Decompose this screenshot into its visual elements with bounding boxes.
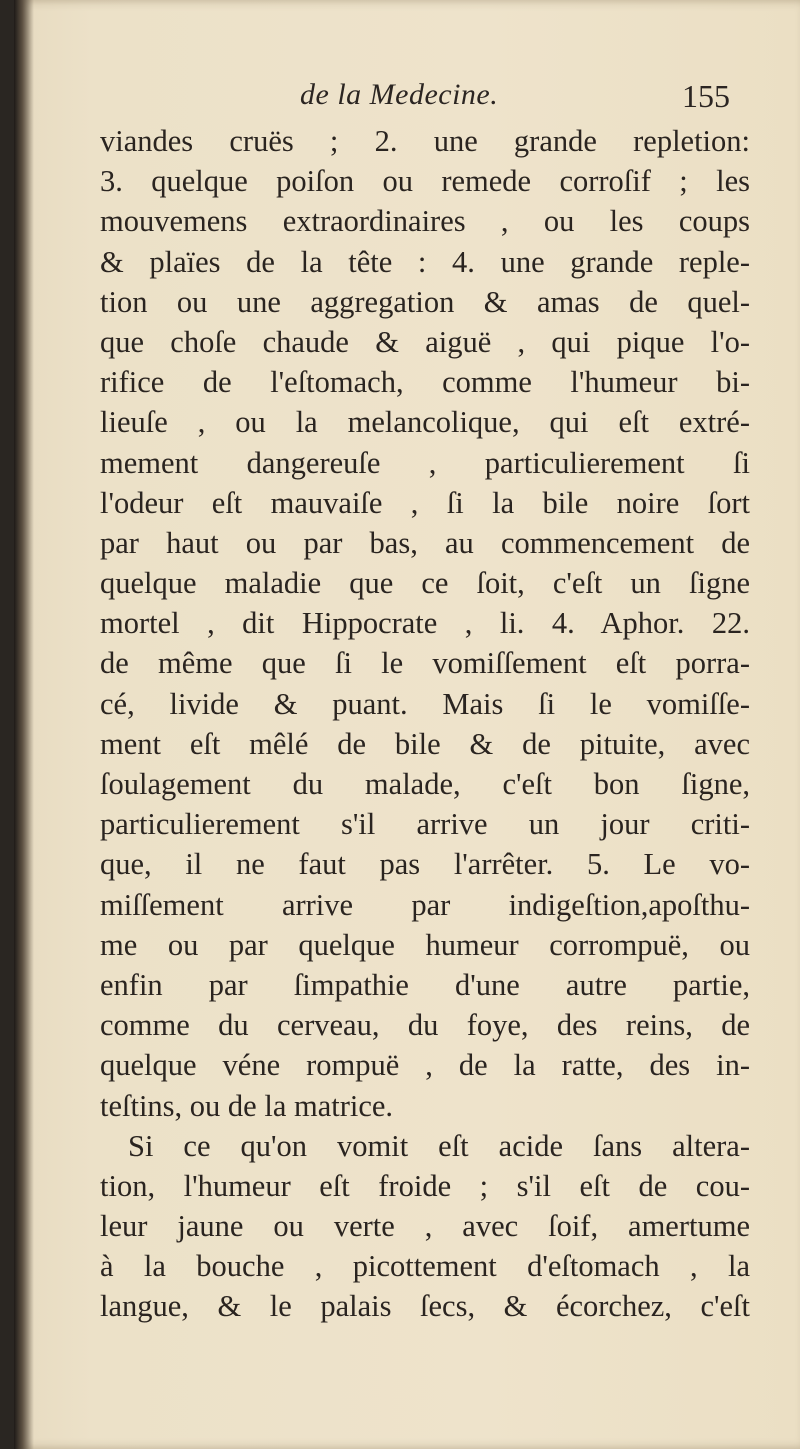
text-line: par haut ou par bas, au commencement de (100, 525, 750, 560)
text-line: ſoulagement du malade, c'eſt bon ſigne, (100, 767, 750, 801)
text-line: Si ce qu'on vomit eſt acide ſans altera- (128, 1128, 750, 1163)
book-page (14, 0, 800, 1449)
text-line: 3. quelque poiſon ou remede corroſif ; les (100, 164, 750, 199)
text-line: lieuſe , ou la melancolique, qui eſt extré- (100, 405, 750, 440)
text-line: me ou par quelque humeur corrompuë, ou (100, 927, 750, 962)
text-line: l'odeur eſt mauvaiſe , ſi la bile noire ſort (100, 485, 750, 520)
text-line: rifice de l'eſtomach, comme l'humeur bi- (100, 365, 750, 400)
text-line: particulierement s'il arrive un jour criti- (100, 807, 750, 842)
page-number: 155 (682, 78, 730, 114)
text-line: ment eſt mêlé de bile & de pituite, avec (100, 726, 750, 761)
text-line: comme du cerveau, du foye, des reins, de (100, 1008, 750, 1043)
text-line: quelque maladie que ce ſoit, c'eſt un ſigne (100, 566, 750, 601)
text-line: mement dangereuſe , particulierement ſi (100, 445, 750, 480)
text-line: tion, l'humeur eſt froide ; s'il eſt de cou- (100, 1168, 750, 1203)
text-line: quelque véne rompuë , de la ratte, des in- (100, 1048, 750, 1083)
text-line: tion ou une aggregation & amas de quel- (100, 284, 750, 319)
text-line: cé, livide & puant. Mais ſi le vomiſſe- (100, 686, 750, 721)
page-gutter (14, 0, 34, 1449)
text-line: miſſement arrive par indigeſtion,apoſthu- (100, 887, 750, 922)
text-line: que choſe chaude & aiguë , qui pique l'o- (100, 324, 750, 359)
running-head: de la Medecine. (300, 78, 499, 111)
text-line: à la bouche , picottement d'eſtomach , la (100, 1249, 750, 1284)
text-line: teſtins, ou de la matrice. (100, 1088, 394, 1123)
text-line: mortel , dit Hippocrate , li. 4. Aphor. 22. (100, 606, 750, 641)
text-line: & plaïes de la tête : 4. une grande reple- (100, 244, 750, 279)
text-line: de même que ſi le vomiſſement eſt porra- (100, 646, 750, 681)
text-line: que, il ne faut pas l'arrêter. 5. Le vo- (100, 847, 750, 882)
text-line: langue, & le palais ſecs, & écorchez, c'eſt (100, 1289, 750, 1324)
text-line: mouvemens extraordinaires , ou les coups (100, 204, 750, 239)
text-line: enfin par ſimpathie d'une autre partie, (100, 967, 750, 1002)
text-line: leur jaune ou verte , avec ſoif, amertume (100, 1209, 750, 1244)
text-line: viandes cruës ; 2. une grande repletion: (100, 124, 750, 158)
body-text (100, 121, 750, 1327)
